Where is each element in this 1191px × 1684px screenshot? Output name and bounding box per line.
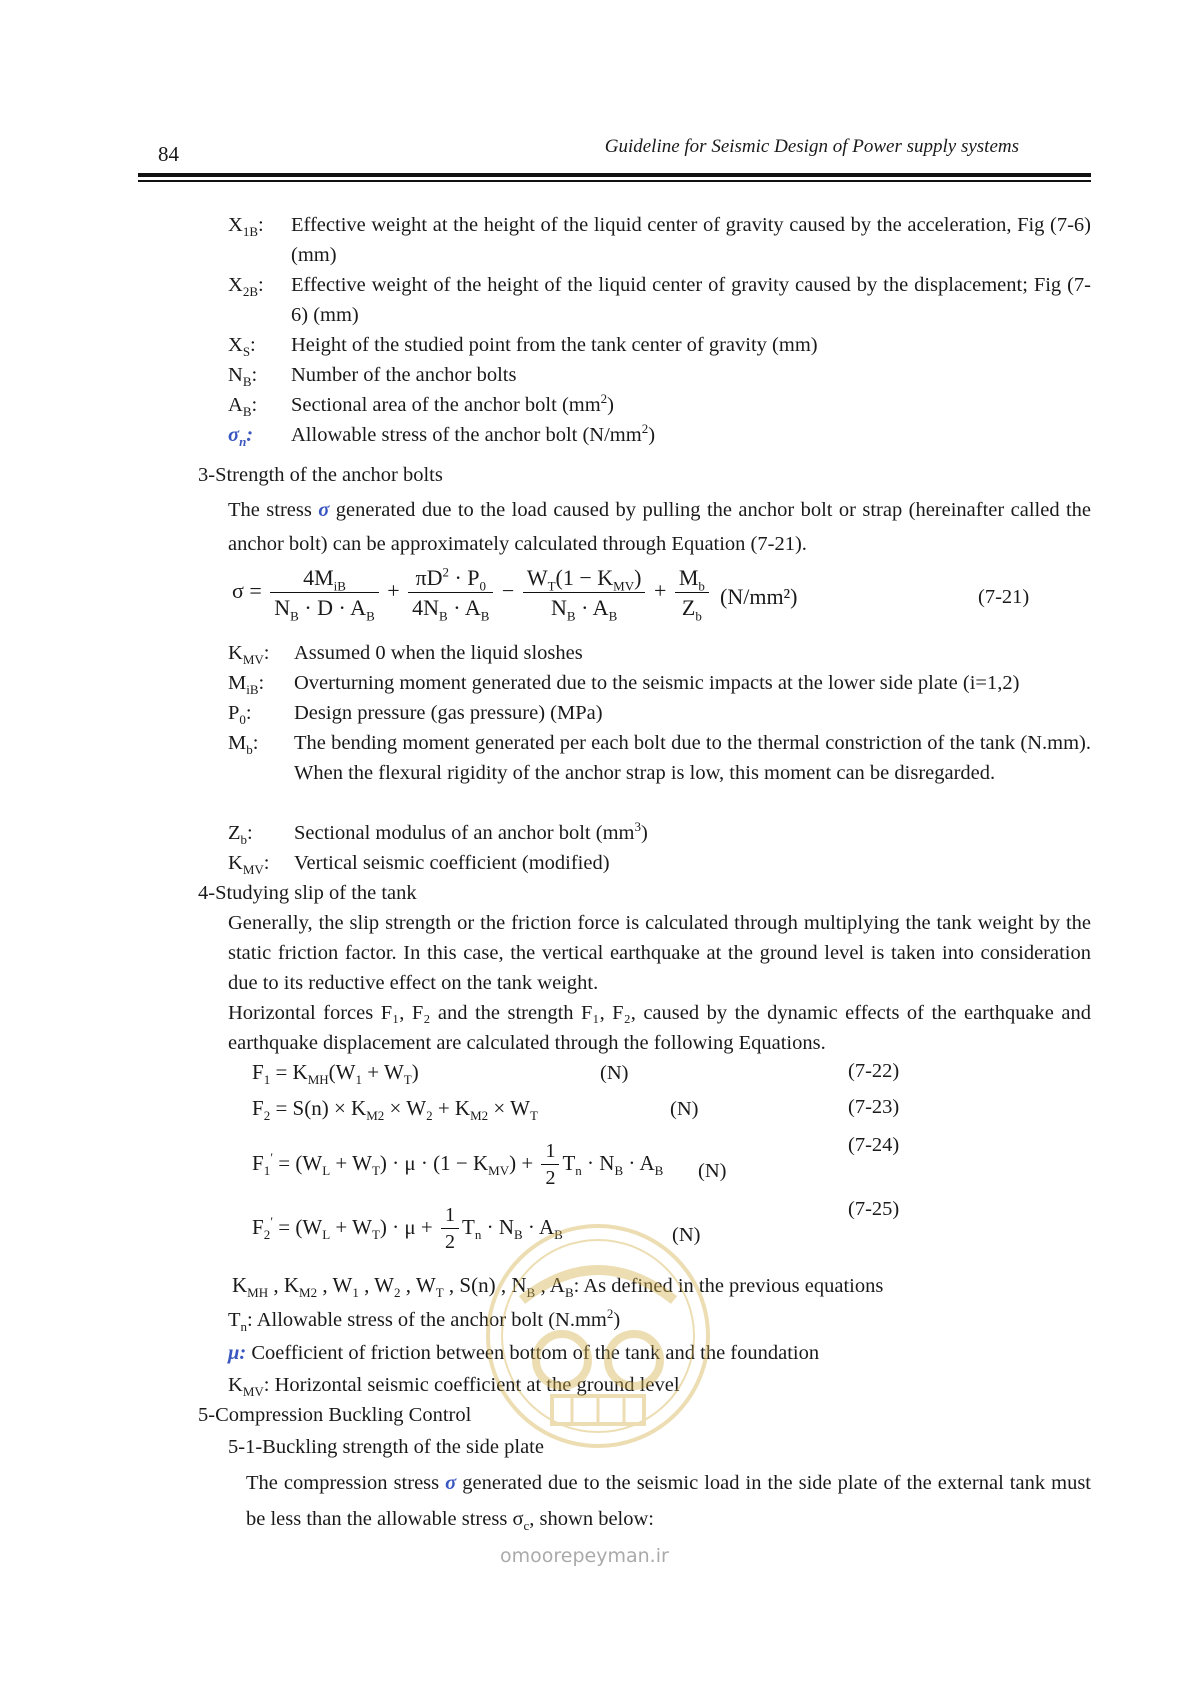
definition-mib [228, 668, 1091, 698]
running-title: Guideline for Seismic Design of Power supply systems [604, 136, 1019, 157]
definition-xs [228, 330, 1091, 360]
equation-number: (7-25) [848, 1198, 900, 1220]
definition-text: Assumed 0 when the liquid sloshes [294, 642, 583, 664]
definition-text: Height of the studied point from the tank center of gravity (mm) [291, 334, 818, 356]
definition-text: Vertical seismic coefficient (modified) [294, 852, 610, 874]
definition-zb [228, 818, 1091, 848]
definition-symbol: $M_b$: [228, 732, 259, 758]
page-number: 84 [158, 142, 179, 166]
equation-7-24-unit: (N) [698, 1160, 727, 1182]
equation-number: (7-21) [978, 586, 1030, 608]
definition-kmv-horizontal: $K_{MV}$: Horizontal seismic coefficient at the ground level [228, 1374, 680, 1400]
equation-7-23: $F_2 = S(n) \times K_{M2} \times W_2 + K_{M2} \times W_T$ [252, 1096, 538, 1124]
definition-symbol: $X_S$: [228, 334, 256, 360]
watermark-url: omoorepeyman.ir [500, 1545, 669, 1567]
definition-p0 [228, 698, 1091, 728]
definition-symbol: $N_B$: [228, 364, 258, 390]
definition-text: Allowable stress of the anchor bolt $(N/mm^2)$ [291, 421, 656, 446]
equation-number: (7-22) [848, 1060, 900, 1082]
definition-text: Effective weight of the height of the liquid center of gravity caused by the displacement; Fig (7-6) (mm) [291, 274, 1091, 326]
section-3-heading: 3-Strength of the anchor bolts [198, 464, 443, 486]
definition-text: Sectional area of the anchor bolt $(mm^2)$ [291, 391, 614, 416]
definition-mu: μ: Coefficient of friction between bottom of the tank and the foundation [228, 1342, 820, 1364]
definition-kmv [228, 638, 1091, 668]
section-5-1-subheading: 5-1-Buckling strength of the side plate [228, 1436, 544, 1458]
definition-symbol: $K_{MV}$: [228, 642, 270, 668]
watermark-seal-logo [482, 1220, 714, 1452]
definition-symbol: $\sigma_n$: [228, 424, 254, 450]
equation-7-21: σ = $\frac{4M_{iB}}{N_B \cdot D \cdot A_B}$ + $\frac{\pi D^2 \cdot P_0}{4N_B \cdot A_B}$ − $\frac{W_T(1 - K_{MV})}{N_B \cdot A_B}$ + $\frac{M_b}{Z_b}$ [232, 565, 712, 621]
definition-kmv-vertical [228, 848, 1091, 878]
section-4-heading: 4-Studying slip of the tank [198, 882, 417, 904]
equation-number: (7-23) [848, 1096, 900, 1118]
definition-symbol: $K_{MV}$: [228, 852, 270, 878]
definition-sigma-n [228, 420, 1091, 450]
equation-7-25: $F_2' = (W_L + W_T) \cdot \mu$ + $\frac{1}{2}$ $T_n \cdot N_B \cdot A_B$ [252, 1204, 563, 1253]
definition-mb [228, 728, 1091, 788]
definition-previous-symbols: $K_{MH}$ , $K_{M2}$ , $W_1$ , $W_2$ , $W_T$ , S(n) , $N_B$ , $A_B$: As defined in the previous equations [232, 1273, 884, 1301]
definition-ab [228, 390, 1091, 420]
definition-text: Number of the anchor bolts [291, 364, 517, 386]
equation-7-22-unit: (N) [600, 1062, 629, 1084]
equation-7-22: $F_1 = K_{MH}(W_1 + W_T)$ [252, 1060, 419, 1088]
definition-text: The bending moment generated per each bolt due to the thermal constriction of the tank (N.mm). When the flexural rigidity of the anchor strap is low, this moment can be disregarded. [294, 732, 1091, 784]
definition-text: Overturning moment generated due to the seismic impacts at the lower side plate (i=1,2) [294, 672, 1020, 694]
equation-7-21-unit: (N/mm²) [720, 584, 798, 609]
equation-number: (7-24) [848, 1134, 900, 1156]
definition-symbol: $M_{iB}$: [228, 672, 265, 698]
definition-text: Effective weight at the height of the liquid center of gravity caused by the acceleration, Fig (7-6) (mm) [291, 214, 1091, 266]
header-rule-thin [138, 180, 1091, 182]
definition-symbol: $P_0$: [228, 702, 252, 728]
section-3-paragraph: The stress σ generated due to the load caused by pulling the anchor bolt or strap (hereinafter called the anchor bolt) can be approximately calculated through Equation (7-21). [228, 499, 1092, 555]
definition-x2b [228, 270, 1091, 330]
header-rule-thick [138, 173, 1091, 177]
definition-symbol: $A_B$: [228, 394, 258, 420]
definition-symbol: $Z_b$: [228, 822, 253, 848]
section-5-heading: 5-Compression Buckling Control [198, 1404, 472, 1426]
section-5-paragraph: The compression stress σ generated due to the seismic load in the side plate of the external tank must be less than the allowable stress $\sigma_c$, shown below: [246, 1472, 1092, 1534]
definition-symbol: $X_{1B}$: [228, 214, 264, 240]
definition-x1b [228, 210, 1091, 270]
mu-symbol: μ: [228, 1342, 247, 1364]
equation-7-25-unit: (N) [672, 1224, 701, 1246]
section-4-paragraph-1: Generally, the slip strength or the friction force is calculated through multiplying the tank weight by the static friction factor. In this case, the vertical earthquake at the ground level is taken into consideration due to its reductive effect on the tank weight. [228, 912, 1091, 994]
definition-tn: $T_n$: Allowable stress of the anchor bolt $(N.mm^2)$ [228, 1306, 621, 1335]
definition-text: Design pressure (gas pressure) (MPa) [294, 702, 603, 724]
equation-7-23-unit: (N) [670, 1098, 699, 1120]
definition-symbol: $X_{2B}$: [228, 274, 264, 300]
definition-nb [228, 360, 1091, 390]
section-4-paragraph-2: Horizontal forces F₁, F₂ and the strength F₁, F₂, caused by the dynamic effects of the earthquake and earthquake displacement are calculated through the following Equations. [228, 1002, 1091, 1054]
equation-7-24: $F_1' = (W_L + W_T) \cdot \mu \cdot (1 - K_{MV})$ + $\frac{1}{2}$ $T_n \cdot N_B \cdot A_B$ [252, 1140, 664, 1189]
definition-text: Sectional modulus of an anchor bolt $(mm^3)$ [294, 819, 648, 844]
